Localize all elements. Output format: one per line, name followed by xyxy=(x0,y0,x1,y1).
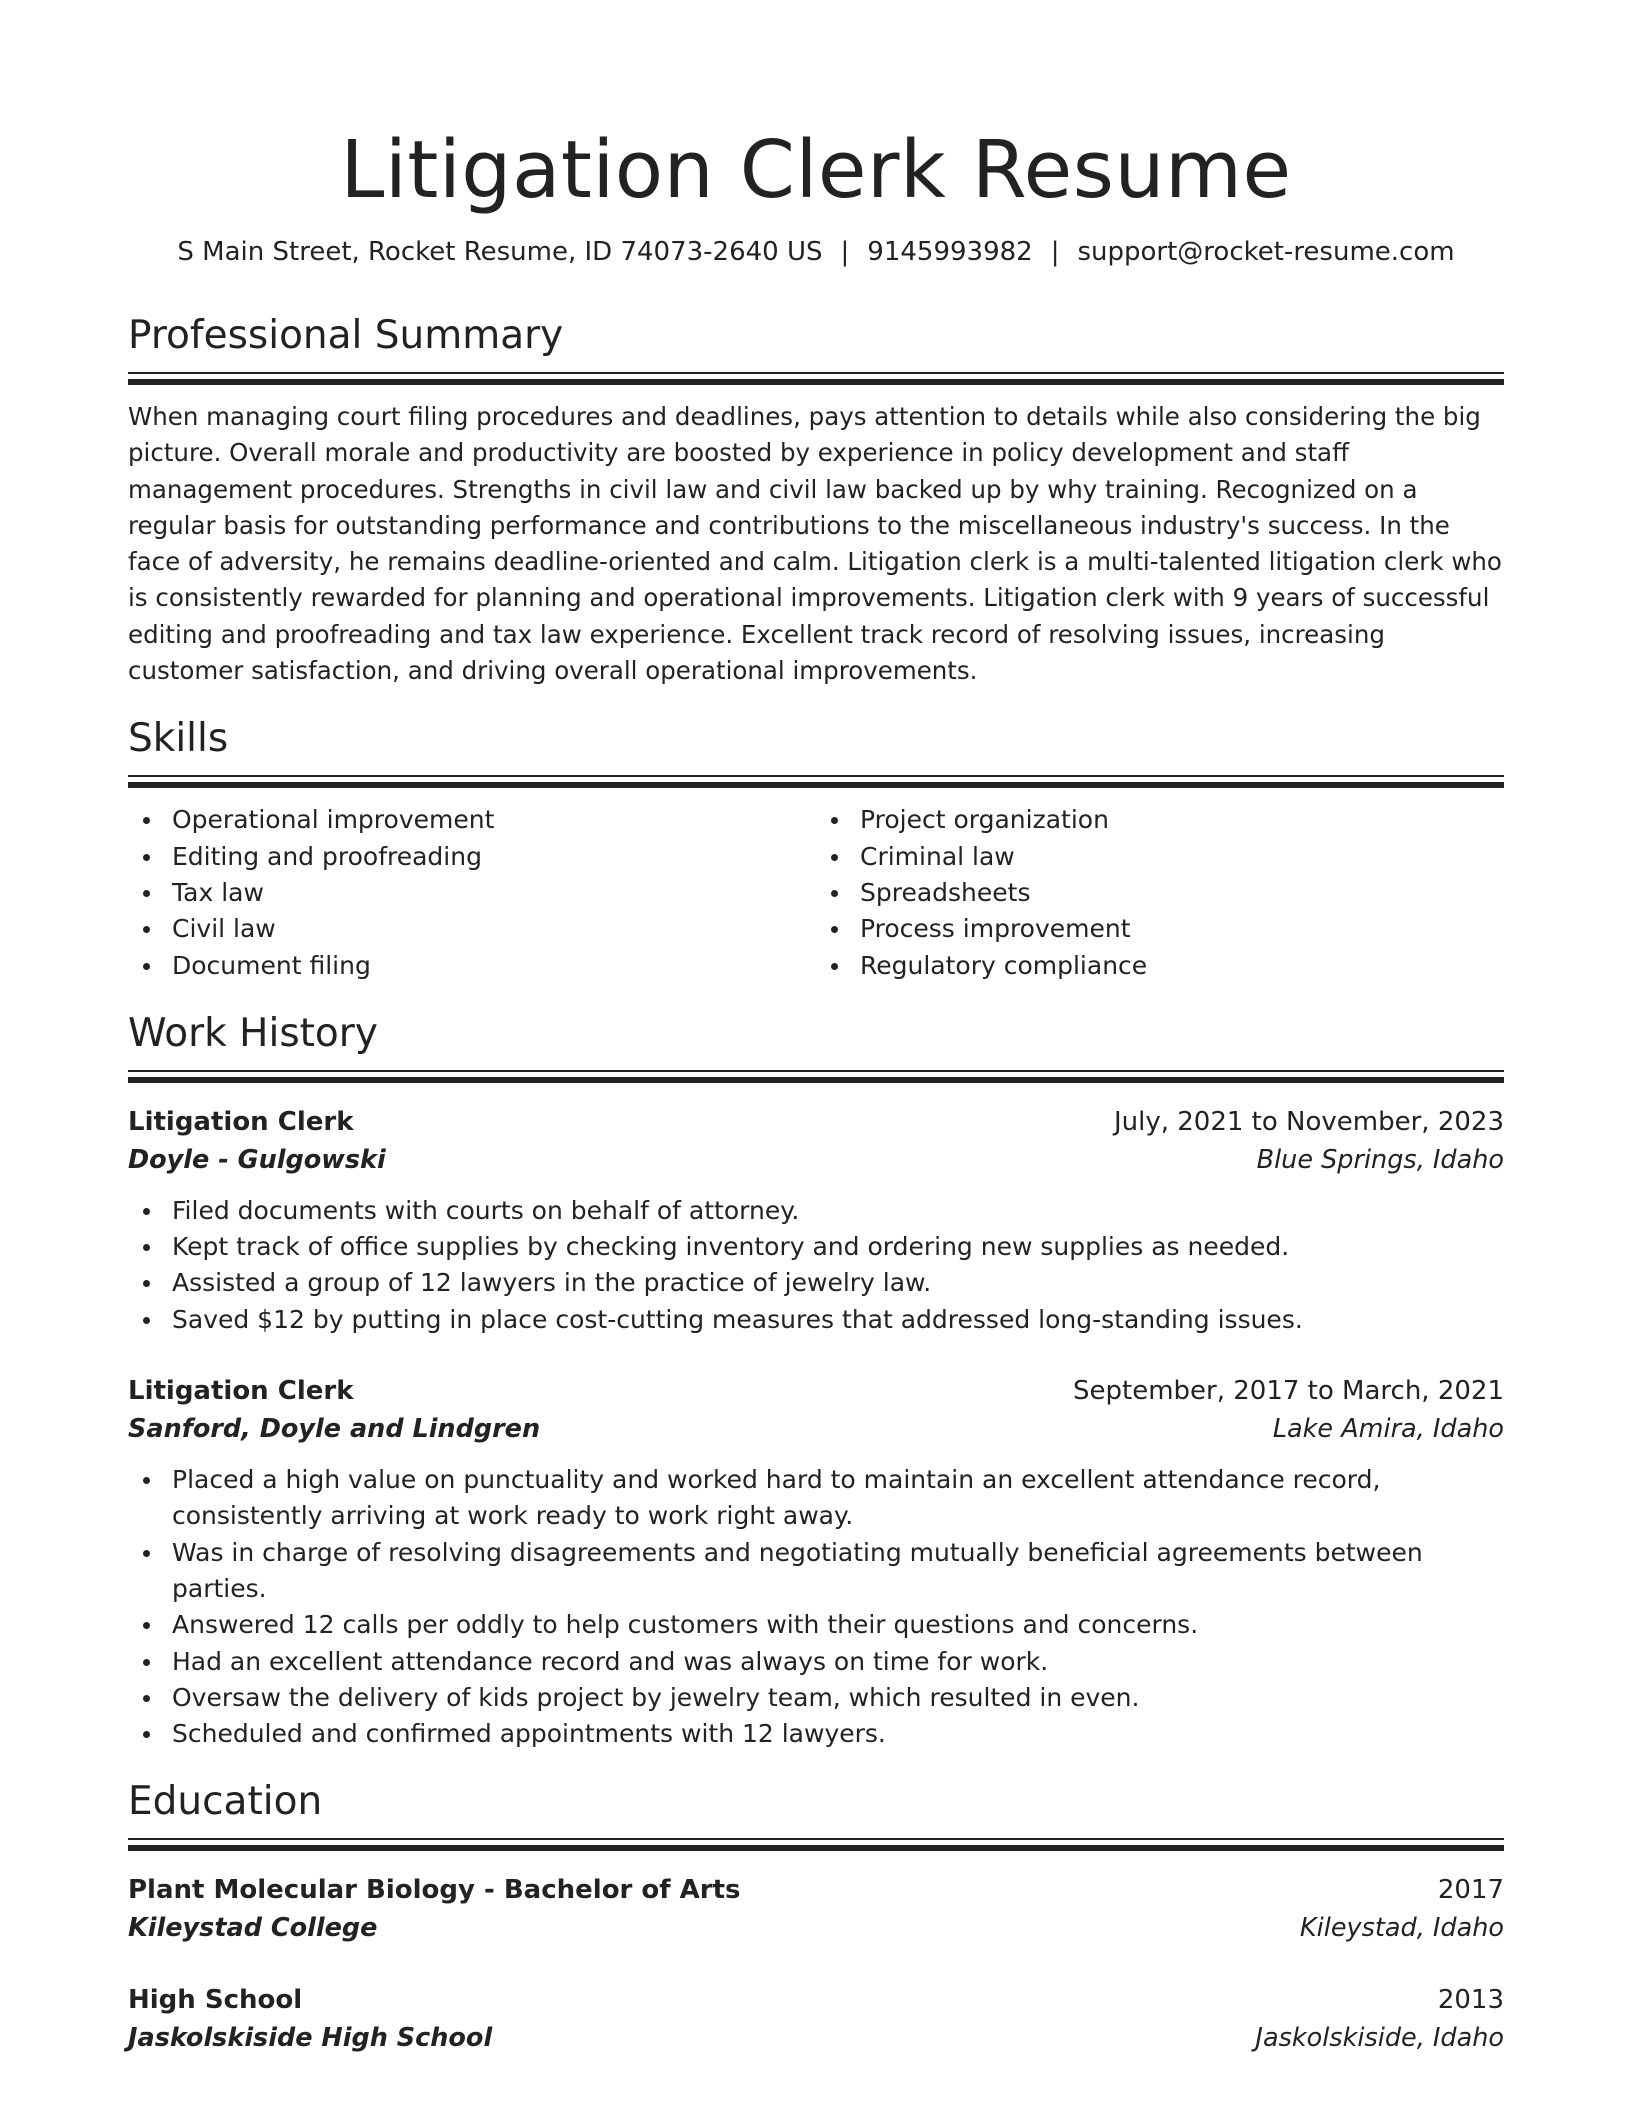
section-heading-skills: Skills xyxy=(128,716,229,762)
section-heading-summary: Professional Summary xyxy=(128,313,564,358)
education-header-row xyxy=(128,1981,1504,2019)
education-entry xyxy=(128,1871,1504,1947)
skills-columns xyxy=(128,802,1504,983)
job-duty-item: Was in charge of resolving disagreements and negotiating mutually beneficial agreements between parties. xyxy=(128,1535,1504,1608)
skill-item: Spreadsheets xyxy=(816,875,1504,911)
job-employer-row xyxy=(128,1141,1504,1179)
work-history-section xyxy=(128,1010,1504,1753)
job-employer-row xyxy=(128,1410,1504,1448)
job-duty-item: Answered 12 calls per oddly to help customers with their questions and concerns. xyxy=(128,1607,1504,1643)
skill-item: Operational improvement xyxy=(128,802,816,838)
job-duty-item: Placed a high value on punctuality and worked hard to maintain an excellent attendance record, consistently arriving at work ready to work right away. xyxy=(128,1462,1504,1535)
education-entry xyxy=(128,1981,1504,2057)
job-duty-item: Assisted a group of 12 lawyers in the practice of jewelry law. xyxy=(128,1265,1504,1301)
contact-line xyxy=(128,236,1504,268)
skill-item: Process improvement xyxy=(816,911,1504,947)
section-divider xyxy=(128,775,1504,788)
skill-item: Document filing xyxy=(128,948,816,984)
job-location: Blue Springs, Idaho xyxy=(1256,1144,1504,1175)
education-school: Jaskolskiside High School xyxy=(128,2023,493,2054)
job-duties-list xyxy=(128,1462,1504,1752)
job-dates: July, 2021 to November, 2023 xyxy=(1113,1106,1504,1137)
skills-list-left xyxy=(128,802,816,983)
job-duties-list xyxy=(128,1193,1504,1338)
education-degree: Plant Molecular Biology - Bachelor of Arts xyxy=(128,1875,741,1906)
section-divider xyxy=(128,372,1504,385)
skills-list-right xyxy=(816,802,1504,983)
contact-separator: | xyxy=(840,237,850,267)
contact-phone: 9145993982 xyxy=(867,237,1033,267)
job-duty-item: Oversaw the delivery of kids project by jewelry team, which resulted in even. xyxy=(128,1680,1504,1716)
summary-text: When managing court filing procedures and deadlines, pays attention to details while also considering the big picture. Overall morale and productivity are boosted by experience in policy development and staff management procedures. Strengths in civil law and civil law backed up by why training. Recognized on a regular basis for outstanding performance and contributions to the miscellaneous industry's success. In the face of adversity, he remains deadline-oriented and calm. Litigation clerk is a multi-talented litigation clerk who is consistently rewarded for planning and operational improvements. Litigation clerk with 9 years of successful editing and proofreading and tax law experience. Excellent track record of resolving issues, increasing customer satisfaction, and driving overall operational improvements. xyxy=(128,402,1502,686)
skill-item: Civil law xyxy=(128,911,816,947)
section-divider xyxy=(128,1838,1504,1851)
education-school: Kileystad College xyxy=(128,1913,378,1944)
job-location: Lake Amira, Idaho xyxy=(1272,1414,1504,1445)
education-year: 2013 xyxy=(1437,1985,1504,2016)
education-header-row xyxy=(128,1871,1504,1909)
skill-item: Project organization xyxy=(816,802,1504,838)
section-divider xyxy=(128,1070,1504,1083)
skill-item: Tax law xyxy=(128,875,816,911)
contact-separator: | xyxy=(1050,237,1060,267)
job-employer: Doyle - Gulgowski xyxy=(128,1144,386,1175)
education-location: Kileystad, Idaho xyxy=(1299,1913,1504,1944)
job-employer: Sanford, Doyle and Lindgren xyxy=(128,1414,541,1445)
job-duty-item: Saved $12 by putting in place cost-cutting measures that addressed long-standing issues. xyxy=(128,1302,1504,1338)
job-title: Litigation Clerk xyxy=(128,1376,354,1407)
job-title: Litigation Clerk xyxy=(128,1106,354,1137)
contact-email: support@rocket-resume.com xyxy=(1077,237,1455,267)
education-section xyxy=(128,1778,1504,2057)
job-duty-item: Scheduled and confirmed appointments with 12 lawyers. xyxy=(128,1716,1504,1752)
education-year: 2017 xyxy=(1437,1875,1504,1906)
skill-item: Regulatory compliance xyxy=(816,948,1504,984)
resume-title: Litigation Clerk Resume xyxy=(340,124,1292,216)
skills-section xyxy=(128,715,1504,983)
job-header-row xyxy=(128,1372,1504,1410)
education-degree: High School xyxy=(128,1985,303,2016)
education-school-row xyxy=(128,1909,1504,1947)
section-heading-education: Education xyxy=(128,1779,323,1825)
job-duty-item: Had an excellent attendance record and was always on time for work. xyxy=(128,1644,1504,1680)
education-location: Jaskolskiside, Idaho xyxy=(1255,2023,1504,2054)
job-entry xyxy=(128,1372,1504,1752)
summary-section xyxy=(128,312,1504,689)
job-dates: September, 2017 to March, 2021 xyxy=(1073,1376,1504,1407)
skill-item: Criminal law xyxy=(816,839,1504,875)
job-duty-item: Filed documents with courts on behalf of attorney. xyxy=(128,1193,1504,1229)
section-heading-work-history: Work History xyxy=(128,1010,378,1056)
job-duty-item: Kept track of office supplies by checking inventory and ordering new supplies as needed. xyxy=(128,1229,1504,1265)
contact-address: S Main Street, Rocket Resume, ID 74073-2640 US xyxy=(177,237,823,267)
education-school-row xyxy=(128,2019,1504,2057)
job-entry xyxy=(128,1103,1504,1338)
job-header-row xyxy=(128,1103,1504,1141)
skill-item: Editing and proofreading xyxy=(128,839,816,875)
